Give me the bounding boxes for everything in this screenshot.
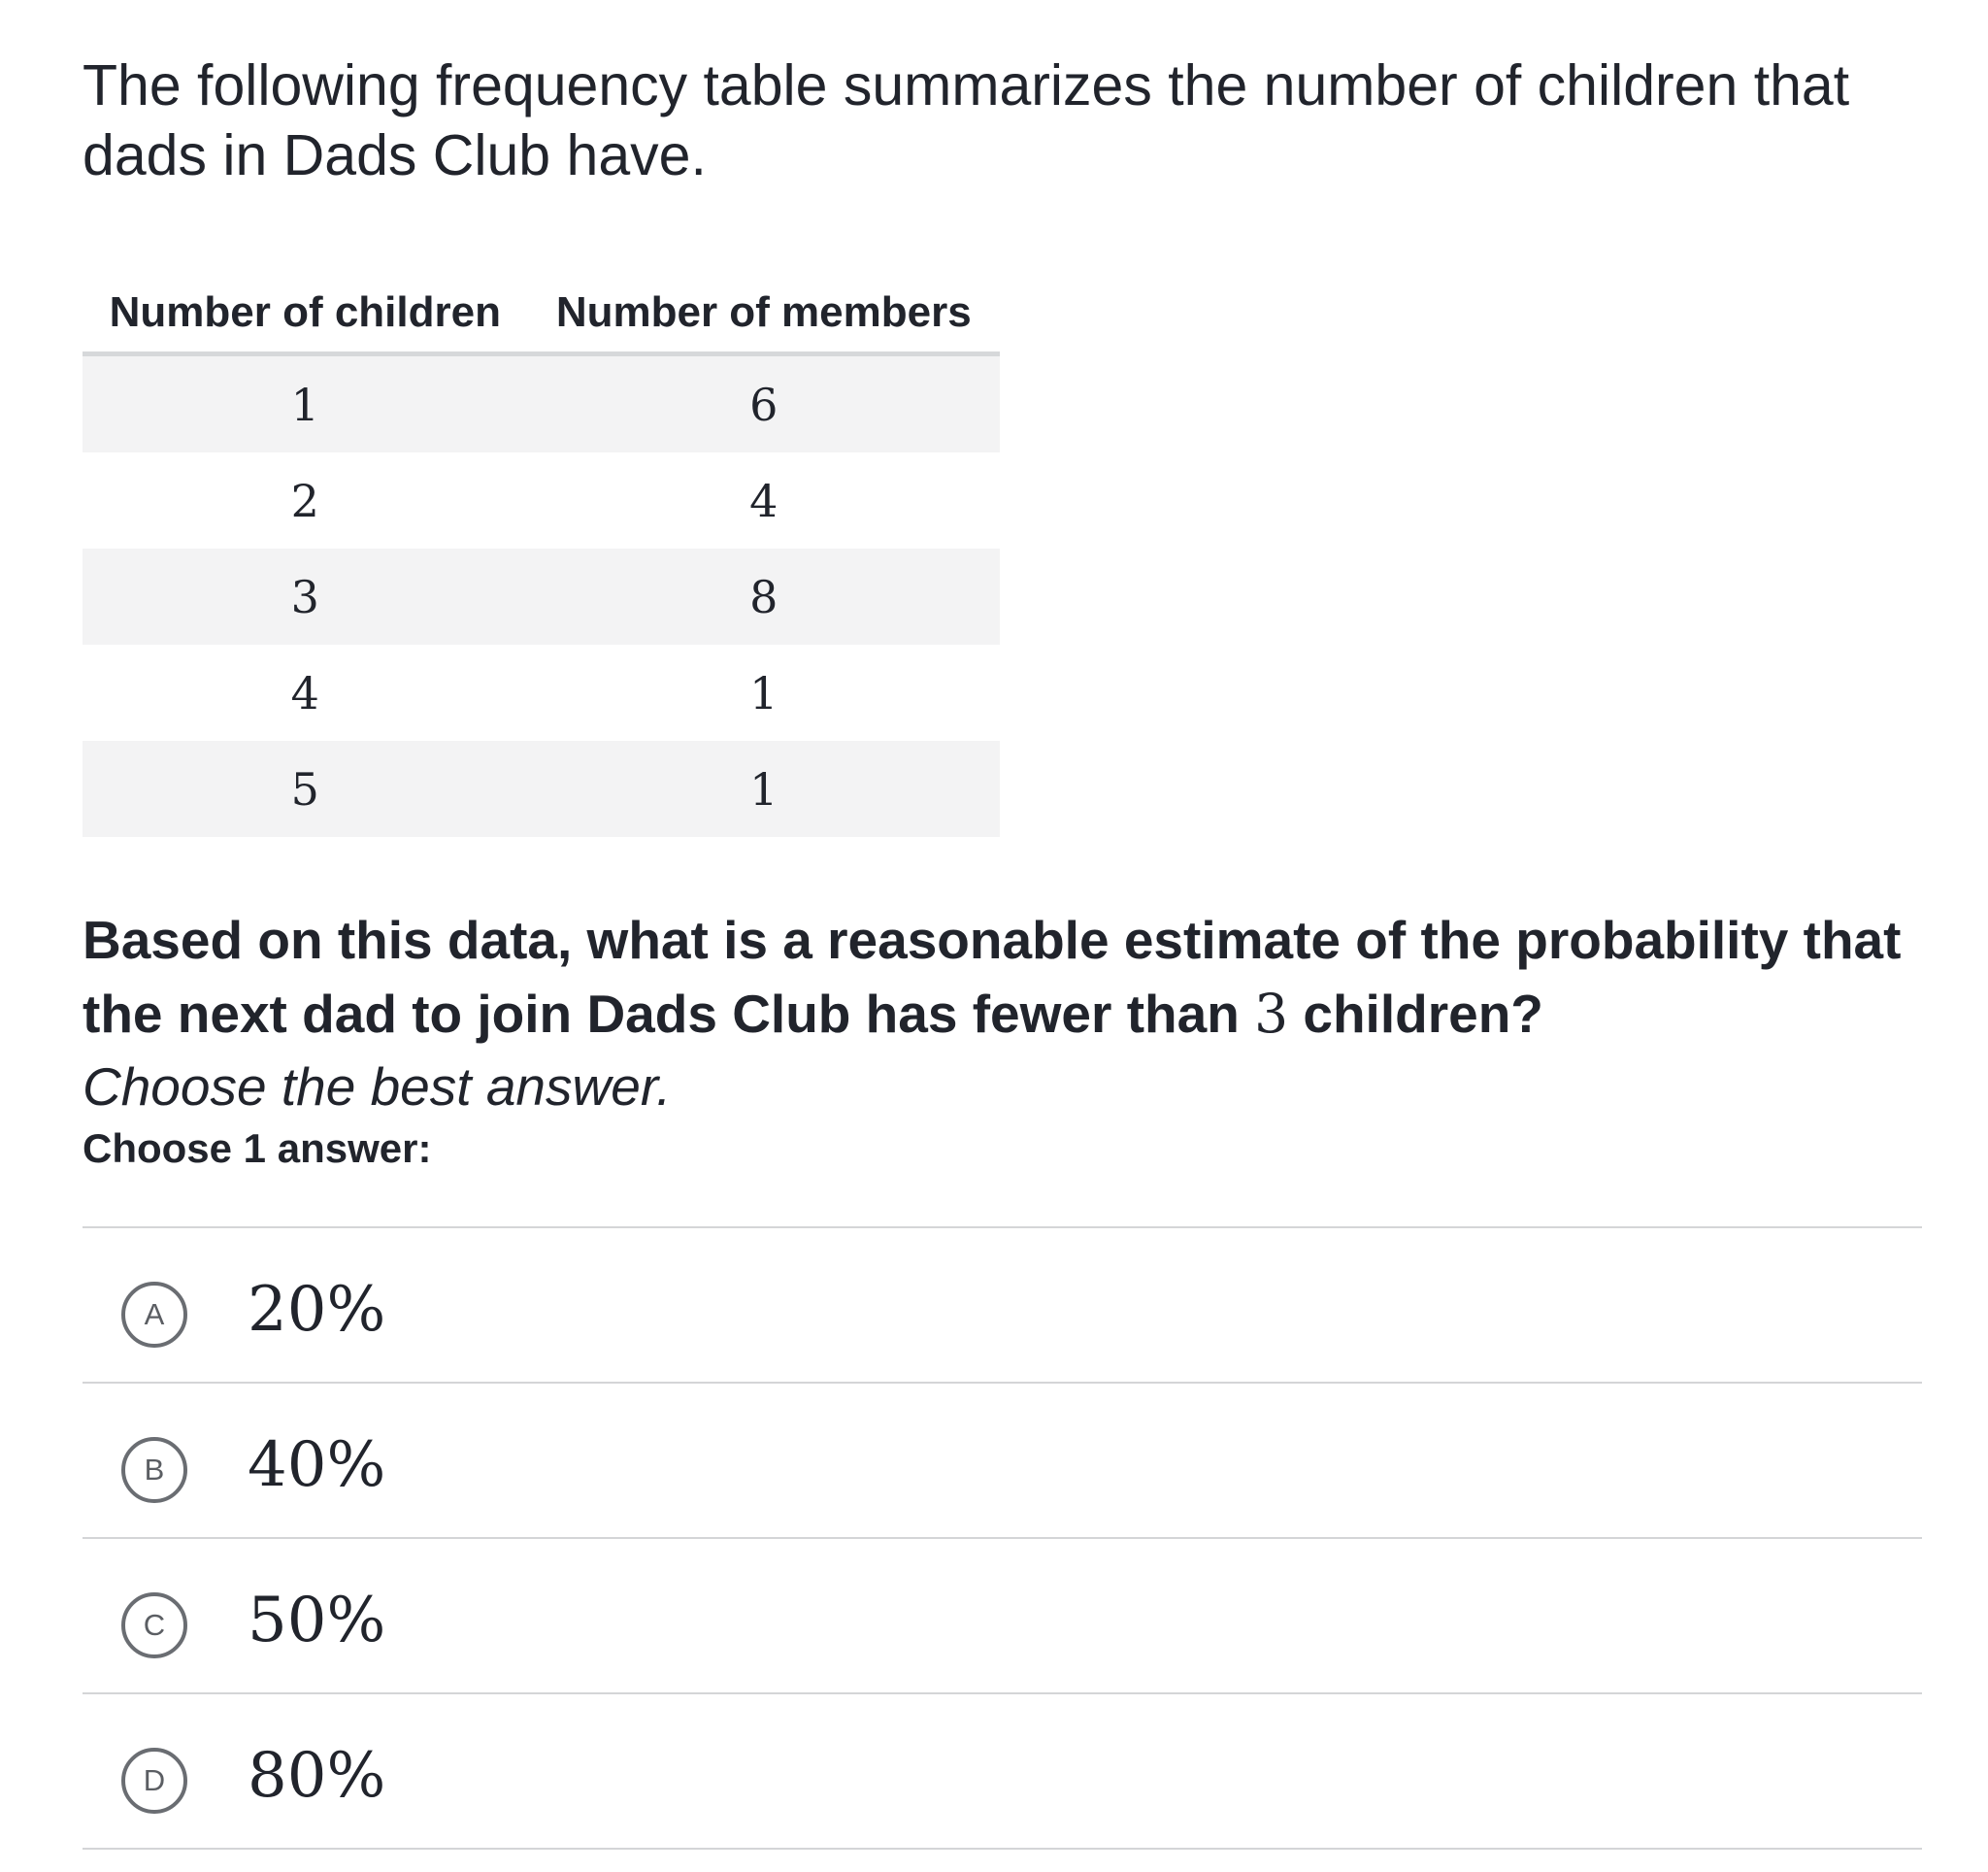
cell-members: 1: [528, 741, 1000, 837]
table-row: [83, 452, 1000, 549]
cell-children: 1: [83, 354, 528, 453]
cell-members: 4: [749, 474, 779, 527]
question-line-2-end: children?: [1288, 984, 1543, 1044]
cell-children: 5: [83, 741, 528, 837]
answer-choices: [83, 1226, 1922, 1850]
answer-hint: Choose the best answer.: [83, 1056, 672, 1117]
choice-letter-c-icon[interactable]: C: [121, 1592, 187, 1658]
choice-b-text: 40%: [248, 1429, 386, 1501]
choice-letter-a-icon[interactable]: A: [121, 1282, 187, 1348]
frequency-table: [83, 274, 1000, 837]
table-row: [83, 741, 1000, 837]
problem-intro: [83, 50, 1927, 190]
choose-count-label: Choose 1 answer:: [83, 1125, 432, 1171]
question-line-1: Based on this data, what is a reasonable estimate of the probability that: [83, 910, 1902, 970]
table-header-row: [83, 274, 1000, 354]
intro-line-1: The following frequency table summarizes the number of children that: [83, 53, 1850, 117]
question-text: [83, 903, 1946, 1051]
table-row: [83, 645, 1000, 741]
cell-children: 2: [290, 474, 319, 527]
table-row: [83, 549, 1000, 645]
intro-line-2: dads in Dads Club have.: [83, 123, 707, 187]
cell-children: 4: [290, 666, 319, 719]
question-number: 3: [1254, 983, 1289, 1045]
cell-members: 6: [528, 354, 1000, 453]
choice-letter-d-icon[interactable]: D: [121, 1748, 187, 1814]
choice-letter-b-icon[interactable]: B: [121, 1437, 187, 1503]
cell-children: 3: [83, 549, 528, 645]
column-header-members: Number of members: [528, 274, 1000, 354]
cell-members: 8: [528, 549, 1000, 645]
choice-a-text: 20%: [248, 1274, 386, 1346]
choice-d-text: 80%: [248, 1740, 386, 1812]
table-row: [83, 354, 1000, 453]
column-header-children: Number of children: [83, 274, 528, 354]
cell-members: 1: [749, 666, 779, 719]
choice-b[interactable]: [83, 1384, 1922, 1539]
choice-c[interactable]: [83, 1539, 1922, 1694]
choice-d[interactable]: [83, 1694, 1922, 1850]
choice-c-text: 50%: [248, 1585, 386, 1656]
question-line-2-start: the next dad to join Dads Club has fewer than: [83, 984, 1255, 1044]
choice-a[interactable]: [83, 1228, 1922, 1384]
